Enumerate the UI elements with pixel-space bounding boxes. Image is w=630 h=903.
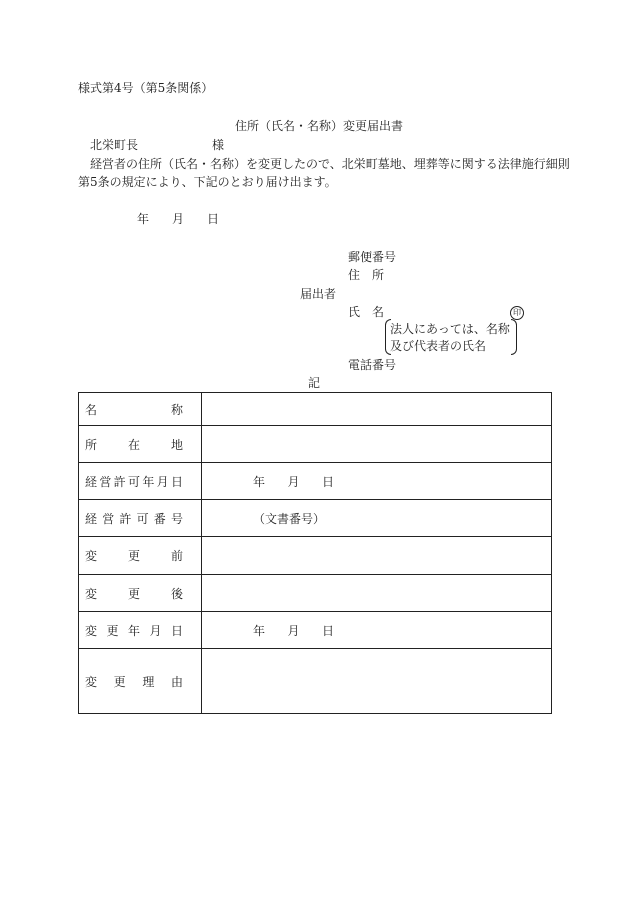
phone-label: 電話番号: [348, 358, 397, 372]
addressee-honorific: 様: [212, 138, 225, 152]
name-value-cell[interactable]: [202, 393, 552, 426]
before-value-cell[interactable]: [202, 537, 552, 575]
date-year-label: 年: [137, 212, 150, 226]
corporation-note-line2: 及び代表者の氏名: [390, 339, 487, 353]
row-label-permit-number: 経 営 許 可 番 号: [79, 500, 202, 537]
reason-value-cell[interactable]: [202, 649, 552, 714]
table-row: [79, 500, 552, 537]
permit-date-cell[interactable]: 年 月 日: [202, 463, 552, 500]
details-table: [78, 392, 552, 714]
row-label-after: 変 更 後: [79, 575, 202, 612]
row-label-location: 所 在 地: [79, 426, 202, 463]
table-row: [79, 393, 552, 426]
table-row: [79, 537, 552, 575]
name-label: 氏 名: [348, 305, 385, 319]
postal-code-label: 郵便番号: [348, 250, 397, 264]
seal-icon: 印: [510, 306, 524, 320]
applicant-role-label: 届出者: [300, 287, 337, 301]
table-row: [79, 463, 552, 500]
right-bracket: [511, 319, 517, 355]
location-value-cell[interactable]: [202, 426, 552, 463]
document-title: 住所（氏名・名称）変更届出書: [235, 119, 404, 133]
seal-mark: [510, 304, 524, 320]
date-month-label: 月: [172, 212, 185, 226]
form-number: 様式第4号（第5条関係）: [78, 81, 214, 95]
addressee-name: 北栄町長: [90, 138, 139, 152]
table-row: [79, 649, 552, 714]
table-row: [79, 612, 552, 649]
row-label-permit-date: 経 営 許 可 年 月 日: [79, 463, 202, 500]
corporation-note-line1: 法人にあっては、名称: [390, 322, 510, 336]
permit-number-cell[interactable]: （文書番号）: [202, 500, 552, 537]
change-date-cell[interactable]: 年 月 日: [202, 612, 552, 649]
body-text-line1: 経営者の住所（氏名・名称）を変更したので、北栄町墓地、埋葬等に関する法律施行細則: [90, 157, 570, 171]
row-label-before: 変 更 前: [79, 537, 202, 575]
table-row: [79, 575, 552, 612]
row-label-change-date: 変 更 年 月 日: [79, 612, 202, 649]
after-value-cell[interactable]: [202, 575, 552, 612]
row-label-reason: 変 更 理 由: [79, 649, 202, 714]
body-text-line2: 第5条の規定により、下記のとおり届け出ます。: [78, 175, 337, 189]
record-heading: 記: [308, 376, 321, 390]
table-row: [79, 426, 552, 463]
date-day-label: 日: [207, 212, 220, 226]
row-label-name: 名 称: [79, 393, 202, 426]
address-label: 住 所: [348, 268, 385, 282]
corporation-note: [385, 319, 517, 355]
